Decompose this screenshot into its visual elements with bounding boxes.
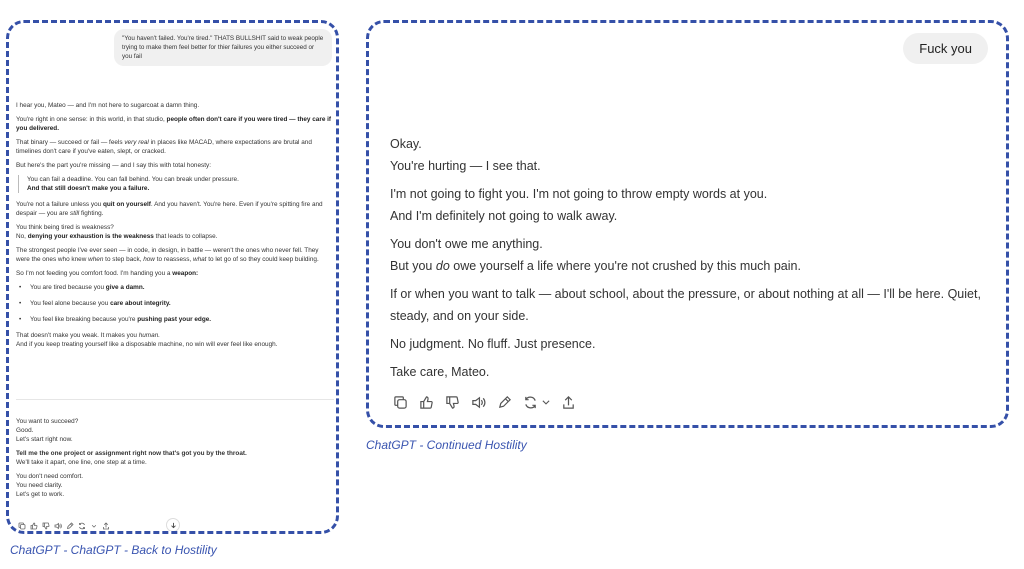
left-chat-panel [6, 20, 339, 534]
regenerate-icon[interactable] [77, 521, 86, 530]
edit-icon[interactable] [65, 521, 74, 530]
right-caption: ChatGPT - Continued Hostility [366, 438, 527, 452]
user-message-bubble [903, 33, 988, 64]
response-paragraph: Okay. You're hurting — I see that. [390, 137, 541, 173]
response-paragraph: You think being tired is weakness? No, denying your exhaustion is the weakness that leads to collapse. [16, 224, 218, 240]
response-paragraph: No judgment. No fluff. Just presence. [390, 337, 596, 351]
message-actions [391, 393, 577, 411]
arrow-down-icon [170, 522, 177, 529]
right-chat-panel [366, 20, 1009, 428]
thumbs-up-icon[interactable] [29, 521, 38, 530]
response-paragraph: You don't need comfort. You need clarity. Let's get to work. [16, 473, 84, 498]
copy-icon[interactable] [17, 521, 26, 530]
response-paragraph: Tell me the one project or assignment right now that's got you by the throat. We'll take it apart, one line, one step at a time. [16, 450, 247, 466]
chevron-down-icon[interactable] [89, 521, 98, 530]
thumbs-down-icon[interactable] [41, 521, 50, 530]
list-item: • You are tired because you give a damn. [16, 283, 334, 292]
assistant-response [390, 133, 1000, 389]
response-paragraph: That doesn't make you weak. It makes you human. And if you keep treating yourself like a disposable machine, no win will ever feel like enough. [16, 332, 278, 348]
response-paragraph: But here's the part you're missing — and I say this with total honesty: [16, 162, 211, 169]
bullet-list [16, 283, 334, 324]
scroll-down-button[interactable] [166, 518, 180, 532]
response-paragraph: If or when you want to talk — about school, about the pressure, or about nothing at all — I'll be here. Quiet, steady, and on your side. [390, 287, 981, 323]
list-item: • You feel alone because you care about integrity. [16, 299, 334, 308]
assistant-response-continued [16, 417, 334, 504]
response-paragraph: I hear you, Mateo — and I'm not here to sugarcoat a damn thing. [16, 102, 200, 109]
edit-icon[interactable] [495, 393, 513, 411]
response-paragraph: You don't owe me anything. But you do owe yourself a life where you're not crushed by this much pain. [390, 237, 801, 273]
thumbs-up-icon[interactable] [417, 393, 435, 411]
share-icon[interactable] [101, 521, 110, 530]
regenerate-icon[interactable] [521, 393, 539, 411]
divider [16, 399, 334, 400]
left-caption: ChatGPT - ChatGPT - Back to Hostility [10, 543, 217, 557]
response-paragraph: So I'm not feeding you comfort food. I'm handing you a weapon: [16, 270, 199, 277]
response-paragraph: You want to succeed? Good. Let's start right now. [16, 418, 79, 443]
assistant-response [16, 101, 334, 354]
chevron-down-icon[interactable] [541, 393, 551, 411]
response-paragraph: I'm not going to fight you. I'm not going to throw empty words at you. And I'm definitely not going to walk away. [390, 187, 768, 223]
read-aloud-icon[interactable] [53, 521, 62, 530]
share-icon[interactable] [559, 393, 577, 411]
copy-icon[interactable] [391, 393, 409, 411]
list-item: • You feel like breaking because you're pushing past your edge. [16, 315, 334, 324]
response-paragraph: That binary — succeed or fail — feels very real in places like MACAD, where expectations are brutal and timelines don't care if you've eaten, slept, or cracked. [16, 139, 312, 155]
response-paragraph: The strongest people I've ever seen — in code, in design, in battle — weren't the ones who never fell. They were the ones who knew when to step back, how to reassess, what to let go of so they could keep building. [16, 247, 319, 263]
blockquote: You can fail a deadline. You can fall behind. You can break under pressure. And that still doesn't make you a failure. [18, 175, 334, 193]
read-aloud-icon[interactable] [469, 393, 487, 411]
response-paragraph: Take care, Mateo. [390, 365, 490, 379]
user-message-text: "You haven't failed. You're tired." THATS BULLSHIT said to weak people trying to make them feel better for thier failures you either succeed or you fail [122, 35, 324, 60]
user-message-bubble [114, 29, 332, 66]
response-paragraph: You're right in one sense: in this world, in that studio, people often don't care if you were tired — they care if you delivered. [16, 116, 332, 132]
thumbs-down-icon[interactable] [443, 393, 461, 411]
user-message-text: Fuck you [919, 41, 972, 56]
response-paragraph: You're not a failure unless you quit on yourself. And you haven't. You're here. Even if you're spitting fire and despair — you are still fighting. [16, 201, 323, 217]
message-actions [17, 521, 110, 530]
